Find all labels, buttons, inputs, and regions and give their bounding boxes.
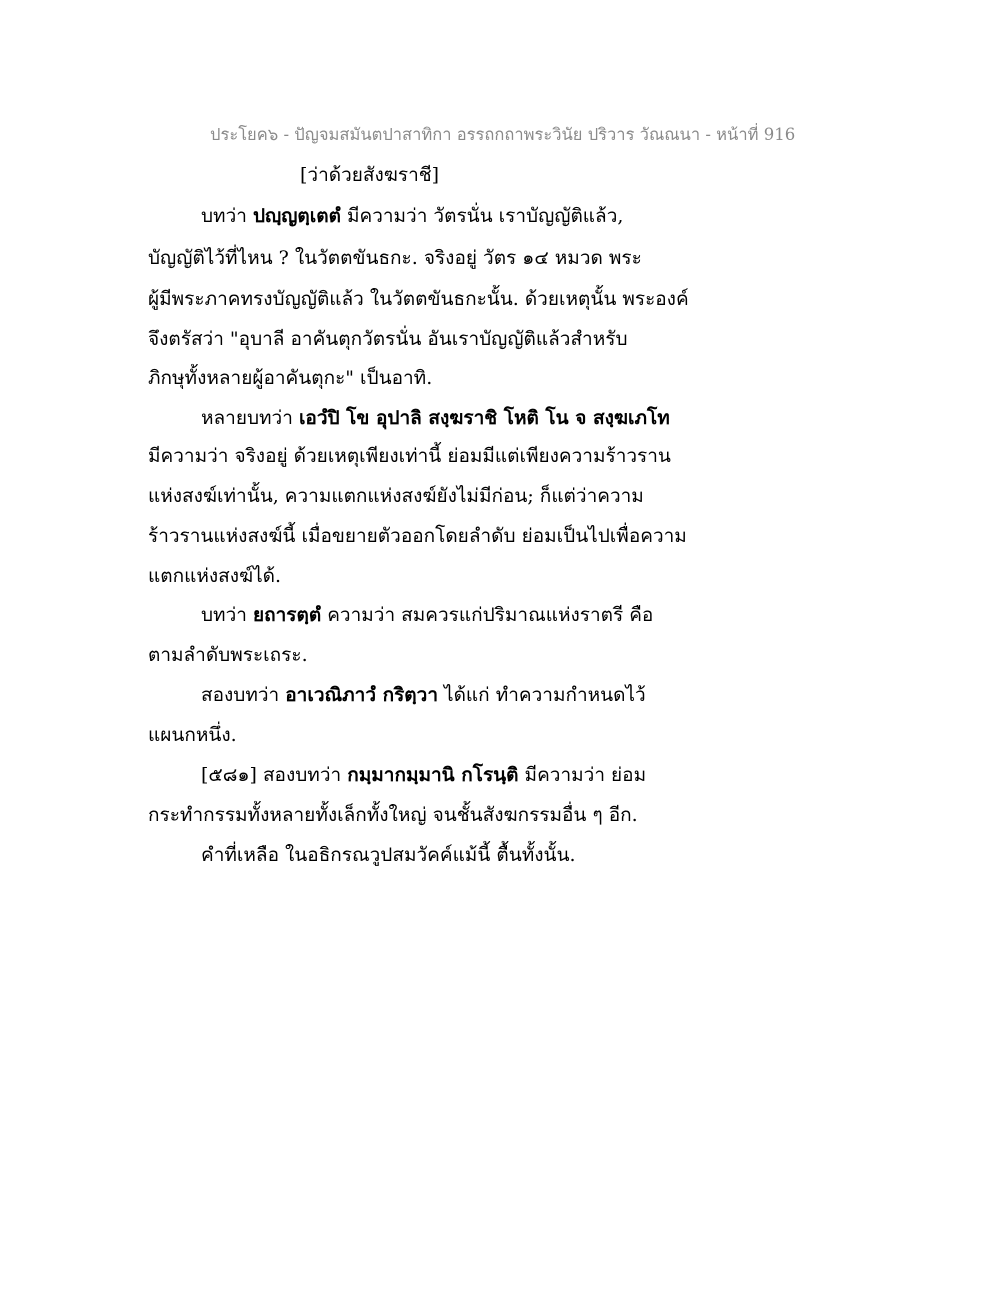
text-line <box>148 720 237 750</box>
text-line <box>148 363 432 393</box>
text-run: ภิกษุทั้งหลายผู้อาคันตุกะ" เป็นอาทิ. <box>148 367 433 389</box>
pali-term: อาเวณิภาวํ กริตฺวา <box>285 684 438 706</box>
text-run: มีความว่า จริงอยู่ ด้วยเหตุเพียงเท่านี้ ย่อมมีแต่เพียงความร้าวราน <box>148 445 671 467</box>
text-run: แตกแห่งสงฆ์ได้. <box>148 565 282 587</box>
text-line <box>201 403 670 433</box>
text-line <box>148 521 687 551</box>
text-line <box>148 284 689 314</box>
text-line <box>201 600 653 630</box>
pali-term: ยถารตฺตํ <box>252 604 322 626</box>
text-run: ความว่า สมควรแก่ปริมาณแห่งราตรี คือ <box>321 604 654 626</box>
text-line <box>148 561 281 591</box>
text-line <box>148 800 638 830</box>
text-run: แผนกหนึ่ง. <box>148 724 237 746</box>
pali-term: กมฺมากมฺมานิ กโรนฺติ <box>347 764 519 786</box>
text-run: บัญญัติไว้ที่ไหน ? ในวัตตขันธกะ. จริงอยู่ วัตร ๑๔ หมวด พระ <box>148 247 642 269</box>
text-line <box>201 201 623 231</box>
text-run: ผู้มีพระภาคทรงบัญญัติแล้ว ในวัตตขันธกะนั้น. ด้วยเหตุนั้น พระองค์ <box>148 288 689 310</box>
text-line <box>201 680 646 710</box>
text-run: แห่งสงฆ์เท่านั้น, ความแตกแห่งสงฆ์ยังไม่มีก่อน; ก็แต่ว่าความ <box>148 485 644 507</box>
pali-term: ปญฺญตฺเตตํ <box>252 205 341 227</box>
text-run: บทว่า <box>201 604 253 626</box>
text-line <box>148 441 671 471</box>
page-header: ประโยค๖ - ปัญจมสมันตปาสาทิกา อรรถกถาพระวินัย ปริวาร วัณณนา - หน้าที่ 916 <box>210 125 796 144</box>
text-run: [๕๘๑] สองบทว่า <box>201 764 348 786</box>
text-run: กระทำกรรมทั้งหลายทั้งเล็กทั้งใหญ่ จนชั้นสังฆกรรมอื่น ๆ อีก. <box>148 804 638 826</box>
text-run: ร้าวรานแห่งสงฆ์นี้ เมื่อขยายตัวออกโดยลำดับ ย่อมเป็นไปเพื่อความ <box>148 525 687 547</box>
text-line <box>148 324 628 354</box>
section-heading: [ว่าด้วยสังฆราชี] <box>300 164 440 186</box>
text-run: ได้แก่ ทำความกำหนดไว้ <box>437 684 646 706</box>
text-run: หลายบทว่า <box>201 407 299 429</box>
text-run: จึงตรัสว่า "อุบาลี อาคันตุกวัตรนั่น อันเราบัญญัติแล้วสำหรับ <box>148 328 628 350</box>
text-run: บทว่า <box>201 205 253 227</box>
text-run: คำที่เหลือ ในอธิกรณวูปสมวัคค์แม้นี้ ตื้นทั้งนั้น. <box>201 844 576 866</box>
text-line <box>148 243 642 273</box>
text-line <box>148 640 308 670</box>
text-line <box>201 760 646 790</box>
text-run: มีความว่า วัตรนั่น เราบัญญัติแล้ว, <box>340 205 624 227</box>
text-run: ตามลำดับพระเถระ. <box>148 644 308 666</box>
text-line <box>148 481 644 511</box>
pali-term: เอวํปิ โข อุปาลิ สงฺฆราชิ โหติ โน จ สงฺฆเภโท <box>298 407 670 429</box>
text-line <box>201 840 576 870</box>
text-run: สองบทว่า <box>201 684 286 706</box>
text-run: มีความว่า ย่อม <box>518 764 647 786</box>
